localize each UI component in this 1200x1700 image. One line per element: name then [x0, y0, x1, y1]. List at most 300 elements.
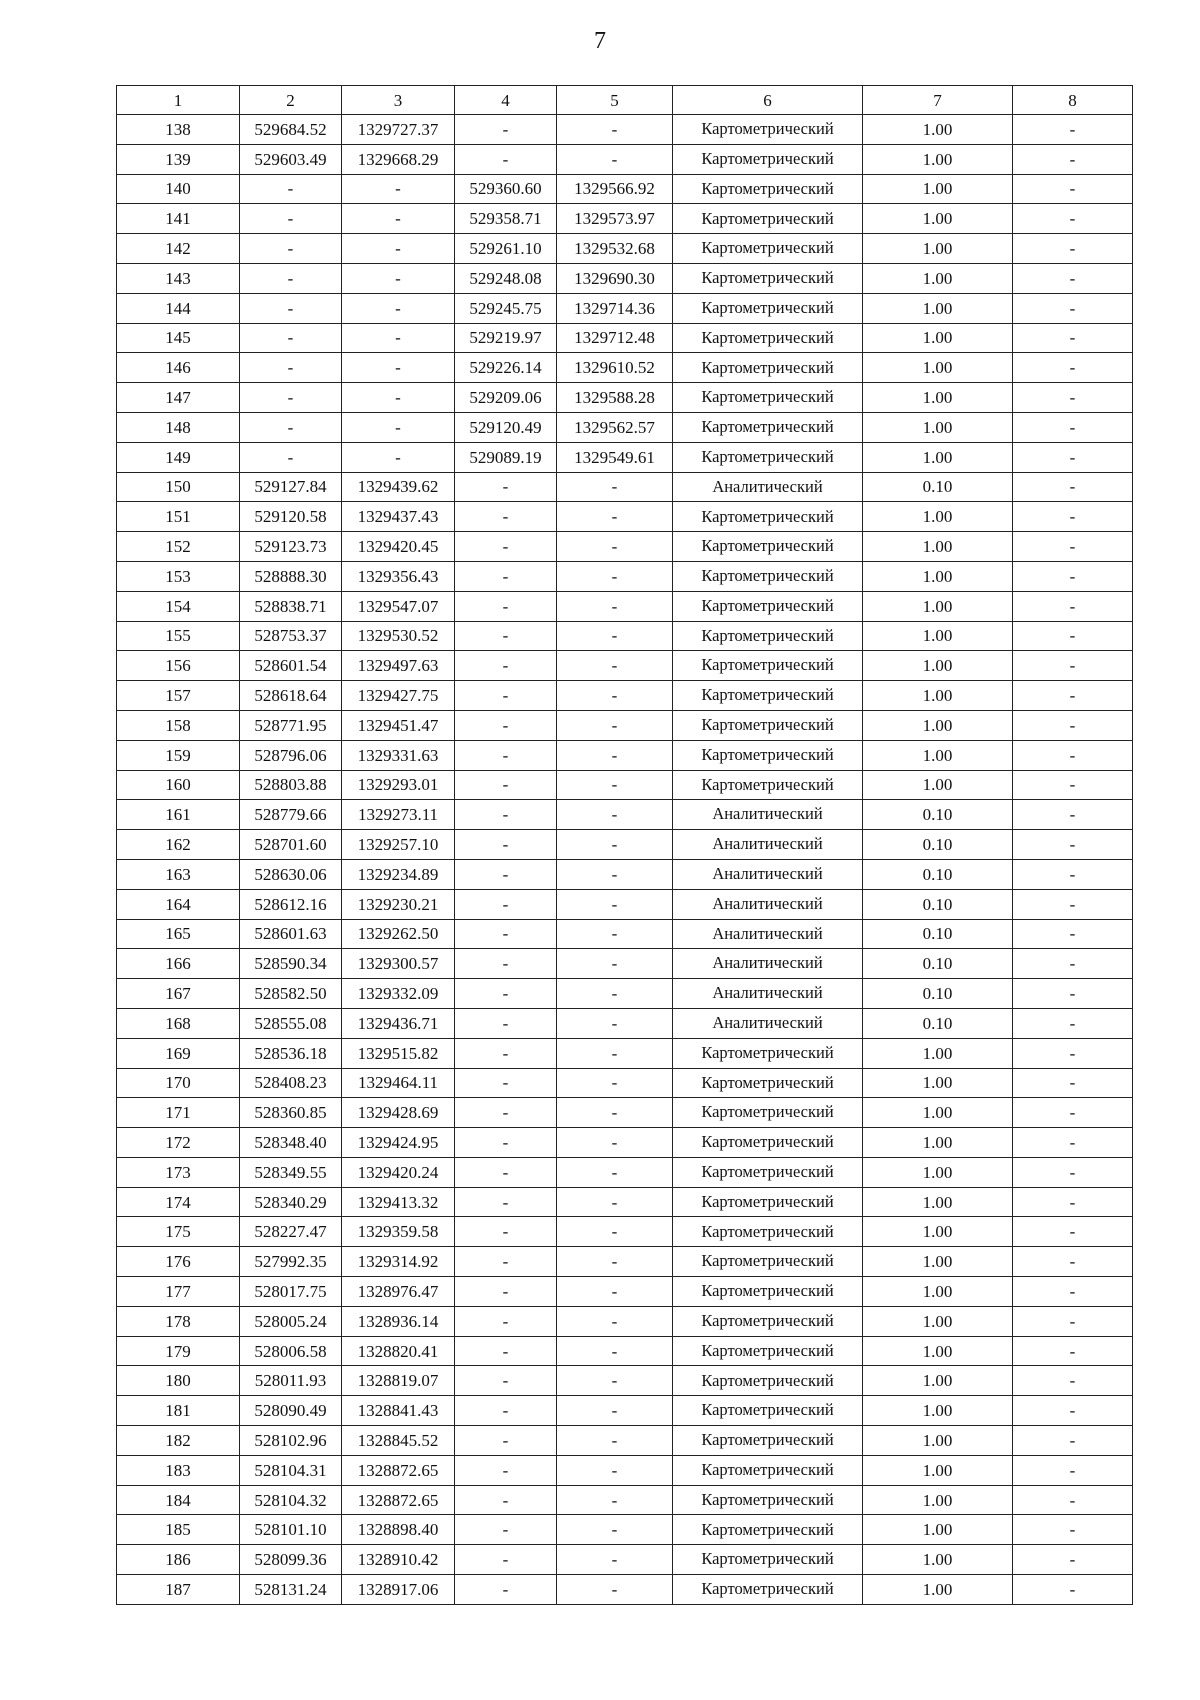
cell-method: Аналитический: [673, 889, 863, 919]
cell-point-number: 141: [117, 204, 240, 234]
cell-point-number: 151: [117, 502, 240, 532]
table-row: [117, 174, 1133, 204]
cell-y-existing: 1328845.52: [342, 1426, 455, 1456]
cell-x-existing: 528349.55: [240, 1157, 342, 1187]
cell-accuracy: 1.00: [863, 144, 1013, 174]
cell-accuracy: 0.10: [863, 979, 1013, 1009]
cell-x-new: 529120.49: [455, 412, 557, 442]
cell-y-existing: -: [342, 174, 455, 204]
cell-note: -: [1013, 651, 1133, 681]
cell-note: -: [1013, 1485, 1133, 1515]
cell-accuracy: 0.10: [863, 859, 1013, 889]
cell-y-new: 1329566.92: [557, 174, 673, 204]
cell-note: -: [1013, 1187, 1133, 1217]
cell-point-number: 173: [117, 1157, 240, 1187]
cell-point-number: 139: [117, 144, 240, 174]
cell-y-existing: 1329668.29: [342, 144, 455, 174]
cell-accuracy: 1.00: [863, 681, 1013, 711]
cell-x-existing: 528017.75: [240, 1277, 342, 1307]
cell-method: Картометрический: [673, 1038, 863, 1068]
cell-y-existing: 1329497.63: [342, 651, 455, 681]
cell-method: Аналитический: [673, 949, 863, 979]
cell-y-existing: -: [342, 383, 455, 413]
cell-x-new: -: [455, 1068, 557, 1098]
cell-method: Картометрический: [673, 234, 863, 264]
cell-method: Картометрический: [673, 591, 863, 621]
cell-x-existing: -: [240, 234, 342, 264]
table-row: [117, 919, 1133, 949]
cell-point-number: 143: [117, 263, 240, 293]
cell-y-existing: 1329331.63: [342, 740, 455, 770]
cell-method: Картометрический: [673, 323, 863, 353]
cell-point-number: 178: [117, 1306, 240, 1336]
cell-note: -: [1013, 979, 1133, 1009]
cell-point-number: 144: [117, 293, 240, 323]
cell-y-new: -: [557, 1545, 673, 1575]
table-row: [117, 1575, 1133, 1605]
cell-y-new: -: [557, 681, 673, 711]
cell-method: Картометрический: [673, 561, 863, 591]
cell-method: Аналитический: [673, 979, 863, 1009]
coordinates-table: [116, 85, 1133, 1605]
column-header: 6: [673, 86, 863, 115]
cell-method: Картометрический: [673, 681, 863, 711]
table-row: [117, 1068, 1133, 1098]
cell-note: -: [1013, 1217, 1133, 1247]
cell-accuracy: 1.00: [863, 710, 1013, 740]
cell-x-existing: 528590.34: [240, 949, 342, 979]
cell-y-new: -: [557, 949, 673, 979]
cell-x-existing: -: [240, 412, 342, 442]
column-header: 1: [117, 86, 240, 115]
cell-y-new: -: [557, 115, 673, 145]
cell-method: Картометрический: [673, 1247, 863, 1277]
cell-method: Аналитический: [673, 800, 863, 830]
cell-y-existing: -: [342, 323, 455, 353]
cell-point-number: 149: [117, 442, 240, 472]
cell-x-new: -: [455, 1187, 557, 1217]
cell-y-existing: 1328819.07: [342, 1366, 455, 1396]
cell-x-existing: -: [240, 383, 342, 413]
cell-y-existing: 1329413.32: [342, 1187, 455, 1217]
cell-x-new: -: [455, 115, 557, 145]
cell-y-existing: -: [342, 442, 455, 472]
cell-method: Картометрический: [673, 1277, 863, 1307]
cell-y-existing: -: [342, 412, 455, 442]
table-header-row: [117, 86, 1133, 115]
cell-method: Картометрический: [673, 1426, 863, 1456]
cell-y-new: -: [557, 919, 673, 949]
table-row: [117, 830, 1133, 860]
cell-x-existing: 528630.06: [240, 859, 342, 889]
cell-y-existing: 1329428.69: [342, 1098, 455, 1128]
cell-point-number: 183: [117, 1455, 240, 1485]
cell-x-new: -: [455, 651, 557, 681]
cell-note: -: [1013, 919, 1133, 949]
cell-accuracy: 1.00: [863, 234, 1013, 264]
cell-y-new: -: [557, 800, 673, 830]
column-header: 2: [240, 86, 342, 115]
cell-y-existing: 1329273.11: [342, 800, 455, 830]
cell-accuracy: 1.00: [863, 1187, 1013, 1217]
table-row: [117, 472, 1133, 502]
cell-method: Картометрический: [673, 502, 863, 532]
cell-y-existing: 1329293.01: [342, 770, 455, 800]
table-row: [117, 234, 1133, 264]
cell-accuracy: 1.00: [863, 1485, 1013, 1515]
cell-method: Картометрический: [673, 770, 863, 800]
cell-x-new: 529261.10: [455, 234, 557, 264]
cell-y-existing: -: [342, 204, 455, 234]
cell-y-new: 1329714.36: [557, 293, 673, 323]
cell-point-number: 174: [117, 1187, 240, 1217]
column-header: 7: [863, 86, 1013, 115]
cell-x-new: -: [455, 1247, 557, 1277]
cell-method: Картометрический: [673, 115, 863, 145]
cell-x-new: -: [455, 1128, 557, 1158]
cell-x-new: 529360.60: [455, 174, 557, 204]
cell-x-existing: -: [240, 293, 342, 323]
cell-accuracy: 1.00: [863, 263, 1013, 293]
cell-note: -: [1013, 710, 1133, 740]
cell-note: -: [1013, 681, 1133, 711]
table-row: [117, 1396, 1133, 1426]
cell-x-existing: 528582.50: [240, 979, 342, 1009]
cell-x-existing: 528227.47: [240, 1217, 342, 1247]
cell-x-new: -: [455, 1485, 557, 1515]
cell-note: -: [1013, 949, 1133, 979]
cell-x-existing: 528779.66: [240, 800, 342, 830]
table-row: [117, 1515, 1133, 1545]
cell-note: -: [1013, 591, 1133, 621]
cell-y-existing: 1329439.62: [342, 472, 455, 502]
cell-y-new: -: [557, 472, 673, 502]
cell-y-existing: 1329547.07: [342, 591, 455, 621]
cell-method: Картометрический: [673, 532, 863, 562]
cell-y-existing: 1329262.50: [342, 919, 455, 949]
cell-accuracy: 1.00: [863, 1515, 1013, 1545]
cell-y-new: -: [557, 502, 673, 532]
cell-y-new: 1329532.68: [557, 234, 673, 264]
cell-point-number: 160: [117, 770, 240, 800]
cell-note: -: [1013, 1575, 1133, 1605]
cell-x-new: -: [455, 1217, 557, 1247]
cell-x-existing: 528348.40: [240, 1128, 342, 1158]
cell-y-new: -: [557, 1396, 673, 1426]
cell-y-existing: 1329356.43: [342, 561, 455, 591]
cell-accuracy: 1.00: [863, 502, 1013, 532]
cell-note: -: [1013, 1545, 1133, 1575]
cell-point-number: 185: [117, 1515, 240, 1545]
cell-method: Картометрический: [673, 621, 863, 651]
cell-method: Картометрический: [673, 293, 863, 323]
cell-x-new: -: [455, 1455, 557, 1485]
cell-x-new: -: [455, 1515, 557, 1545]
cell-y-new: -: [557, 889, 673, 919]
table-row: [117, 621, 1133, 651]
cell-method: Картометрический: [673, 1396, 863, 1426]
column-header: 3: [342, 86, 455, 115]
cell-note: -: [1013, 621, 1133, 651]
cell-x-new: -: [455, 144, 557, 174]
table-row: [117, 710, 1133, 740]
table-row: [117, 1426, 1133, 1456]
cell-x-existing: -: [240, 174, 342, 204]
cell-x-new: -: [455, 710, 557, 740]
cell-point-number: 156: [117, 651, 240, 681]
cell-x-existing: 529127.84: [240, 472, 342, 502]
cell-y-new: 1329690.30: [557, 263, 673, 293]
cell-x-existing: 528099.36: [240, 1545, 342, 1575]
table-row: [117, 1366, 1133, 1396]
cell-accuracy: 1.00: [863, 412, 1013, 442]
cell-x-new: -: [455, 889, 557, 919]
cell-x-existing: 528104.32: [240, 1485, 342, 1515]
cell-y-new: -: [557, 1306, 673, 1336]
page-number: 7: [594, 28, 606, 54]
cell-y-existing: 1329420.24: [342, 1157, 455, 1187]
cell-accuracy: 1.00: [863, 591, 1013, 621]
cell-accuracy: 1.00: [863, 1455, 1013, 1485]
cell-x-existing: 528104.31: [240, 1455, 342, 1485]
cell-note: -: [1013, 830, 1133, 860]
cell-note: -: [1013, 1396, 1133, 1426]
cell-accuracy: 1.00: [863, 442, 1013, 472]
table-row: [117, 770, 1133, 800]
cell-note: -: [1013, 1277, 1133, 1307]
cell-note: -: [1013, 263, 1133, 293]
cell-x-new: -: [455, 1098, 557, 1128]
cell-x-existing: 527992.35: [240, 1247, 342, 1277]
cell-x-existing: 529603.49: [240, 144, 342, 174]
cell-note: -: [1013, 412, 1133, 442]
cell-x-existing: 528618.64: [240, 681, 342, 711]
cell-x-new: 529226.14: [455, 353, 557, 383]
cell-method: Картометрический: [673, 442, 863, 472]
cell-y-new: -: [557, 1187, 673, 1217]
cell-x-existing: -: [240, 204, 342, 234]
cell-y-new: -: [557, 830, 673, 860]
cell-y-existing: -: [342, 293, 455, 323]
table-row: [117, 115, 1133, 145]
cell-x-existing: 529123.73: [240, 532, 342, 562]
cell-y-new: -: [557, 1068, 673, 1098]
cell-x-new: -: [455, 859, 557, 889]
cell-point-number: 186: [117, 1545, 240, 1575]
cell-y-new: -: [557, 532, 673, 562]
cell-y-new: -: [557, 710, 673, 740]
cell-y-existing: 1329300.57: [342, 949, 455, 979]
cell-point-number: 176: [117, 1247, 240, 1277]
cell-accuracy: 1.00: [863, 353, 1013, 383]
cell-note: -: [1013, 1008, 1133, 1038]
cell-method: Аналитический: [673, 830, 863, 860]
cell-x-existing: 528771.95: [240, 710, 342, 740]
cell-y-new: -: [557, 859, 673, 889]
cell-accuracy: 1.00: [863, 1068, 1013, 1098]
cell-accuracy: 1.00: [863, 204, 1013, 234]
cell-y-existing: 1329437.43: [342, 502, 455, 532]
cell-method: Картометрический: [673, 263, 863, 293]
table-row: [117, 979, 1133, 1009]
cell-note: -: [1013, 383, 1133, 413]
cell-method: Картометрический: [673, 383, 863, 413]
cell-y-new: -: [557, 1247, 673, 1277]
cell-x-new: 529358.71: [455, 204, 557, 234]
cell-note: -: [1013, 1247, 1133, 1277]
cell-point-number: 138: [117, 115, 240, 145]
cell-y-existing: 1329427.75: [342, 681, 455, 711]
cell-x-existing: 528131.24: [240, 1575, 342, 1605]
cell-y-new: -: [557, 770, 673, 800]
table-row: [117, 204, 1133, 234]
cell-x-new: 529245.75: [455, 293, 557, 323]
table-body: [117, 115, 1133, 1605]
cell-x-existing: 528360.85: [240, 1098, 342, 1128]
cell-accuracy: 1.00: [863, 1247, 1013, 1277]
cell-y-new: -: [557, 740, 673, 770]
table-row: [117, 1187, 1133, 1217]
cell-point-number: 166: [117, 949, 240, 979]
cell-accuracy: 1.00: [863, 1366, 1013, 1396]
cell-point-number: 170: [117, 1068, 240, 1098]
cell-y-existing: 1329727.37: [342, 115, 455, 145]
table-row: [117, 561, 1133, 591]
cell-y-existing: 1329530.52: [342, 621, 455, 651]
cell-accuracy: 1.00: [863, 1396, 1013, 1426]
cell-x-existing: -: [240, 323, 342, 353]
cell-y-new: -: [557, 1008, 673, 1038]
cell-point-number: 148: [117, 412, 240, 442]
cell-y-new: -: [557, 591, 673, 621]
cell-x-new: -: [455, 591, 557, 621]
cell-y-new: -: [557, 1128, 673, 1158]
cell-x-new: -: [455, 1575, 557, 1605]
cell-point-number: 159: [117, 740, 240, 770]
cell-y-existing: 1328872.65: [342, 1455, 455, 1485]
cell-x-new: 529219.97: [455, 323, 557, 353]
cell-method: Картометрический: [673, 412, 863, 442]
cell-method: Картометрический: [673, 740, 863, 770]
cell-x-new: -: [455, 740, 557, 770]
column-header: 5: [557, 86, 673, 115]
table-row: [117, 859, 1133, 889]
table-row: [117, 651, 1133, 681]
table-row: [117, 1157, 1133, 1187]
table-row: [117, 1485, 1133, 1515]
cell-x-new: -: [455, 472, 557, 502]
cell-x-new: 529089.19: [455, 442, 557, 472]
cell-x-existing: 528536.18: [240, 1038, 342, 1068]
cell-method: Картометрический: [673, 1545, 863, 1575]
cell-x-existing: 528408.23: [240, 1068, 342, 1098]
cell-x-new: -: [455, 1366, 557, 1396]
cell-accuracy: 1.00: [863, 383, 1013, 413]
cell-x-new: -: [455, 1336, 557, 1366]
cell-point-number: 182: [117, 1426, 240, 1456]
cell-method: Картометрический: [673, 1485, 863, 1515]
cell-x-existing: 528090.49: [240, 1396, 342, 1426]
cell-note: -: [1013, 1038, 1133, 1068]
cell-y-new: -: [557, 1098, 673, 1128]
cell-x-new: 529248.08: [455, 263, 557, 293]
cell-x-existing: 528796.06: [240, 740, 342, 770]
cell-y-existing: 1328936.14: [342, 1306, 455, 1336]
cell-accuracy: 1.00: [863, 561, 1013, 591]
cell-point-number: 169: [117, 1038, 240, 1068]
cell-y-new: -: [557, 1426, 673, 1456]
table-row: [117, 263, 1133, 293]
cell-method: Аналитический: [673, 919, 863, 949]
cell-method: Аналитический: [673, 859, 863, 889]
table-row: [117, 442, 1133, 472]
cell-point-number: 153: [117, 561, 240, 591]
column-header: 4: [455, 86, 557, 115]
cell-y-existing: 1329257.10: [342, 830, 455, 860]
cell-accuracy: 1.00: [863, 1277, 1013, 1307]
cell-point-number: 155: [117, 621, 240, 651]
cell-note: -: [1013, 472, 1133, 502]
cell-x-new: -: [455, 561, 557, 591]
table-row: [117, 383, 1133, 413]
cell-note: -: [1013, 204, 1133, 234]
cell-y-new: -: [557, 1515, 673, 1545]
cell-x-existing: -: [240, 442, 342, 472]
cell-note: -: [1013, 1426, 1133, 1456]
cell-x-existing: 529684.52: [240, 115, 342, 145]
cell-x-new: -: [455, 1157, 557, 1187]
cell-x-existing: 528803.88: [240, 770, 342, 800]
cell-method: Аналитический: [673, 472, 863, 502]
cell-point-number: 181: [117, 1396, 240, 1426]
cell-method: Картометрический: [673, 144, 863, 174]
cell-x-new: -: [455, 1008, 557, 1038]
cell-note: -: [1013, 174, 1133, 204]
cell-y-new: -: [557, 1217, 673, 1247]
cell-method: Картометрический: [673, 1128, 863, 1158]
cell-y-new: -: [557, 1336, 673, 1366]
cell-y-new: 1329610.52: [557, 353, 673, 383]
cell-accuracy: 1.00: [863, 174, 1013, 204]
cell-accuracy: 1.00: [863, 740, 1013, 770]
cell-y-existing: 1329424.95: [342, 1128, 455, 1158]
cell-point-number: 163: [117, 859, 240, 889]
cell-y-existing: 1329451.47: [342, 710, 455, 740]
cell-x-new: -: [455, 949, 557, 979]
cell-y-new: -: [557, 979, 673, 1009]
cell-note: -: [1013, 770, 1133, 800]
cell-point-number: 162: [117, 830, 240, 860]
cell-point-number: 152: [117, 532, 240, 562]
cell-method: Картометрический: [673, 353, 863, 383]
cell-note: -: [1013, 293, 1133, 323]
cell-point-number: 168: [117, 1008, 240, 1038]
table-row: [117, 1217, 1133, 1247]
table-row: [117, 949, 1133, 979]
cell-accuracy: 1.00: [863, 1336, 1013, 1366]
cell-accuracy: 0.10: [863, 949, 1013, 979]
cell-note: -: [1013, 1157, 1133, 1187]
table-row: [117, 323, 1133, 353]
cell-note: -: [1013, 353, 1133, 383]
cell-method: Картометрический: [673, 1366, 863, 1396]
cell-accuracy: 1.00: [863, 1157, 1013, 1187]
cell-method: Картометрический: [673, 1455, 863, 1485]
cell-x-existing: 528005.24: [240, 1306, 342, 1336]
cell-point-number: 140: [117, 174, 240, 204]
cell-note: -: [1013, 532, 1133, 562]
cell-accuracy: 1.00: [863, 1098, 1013, 1128]
